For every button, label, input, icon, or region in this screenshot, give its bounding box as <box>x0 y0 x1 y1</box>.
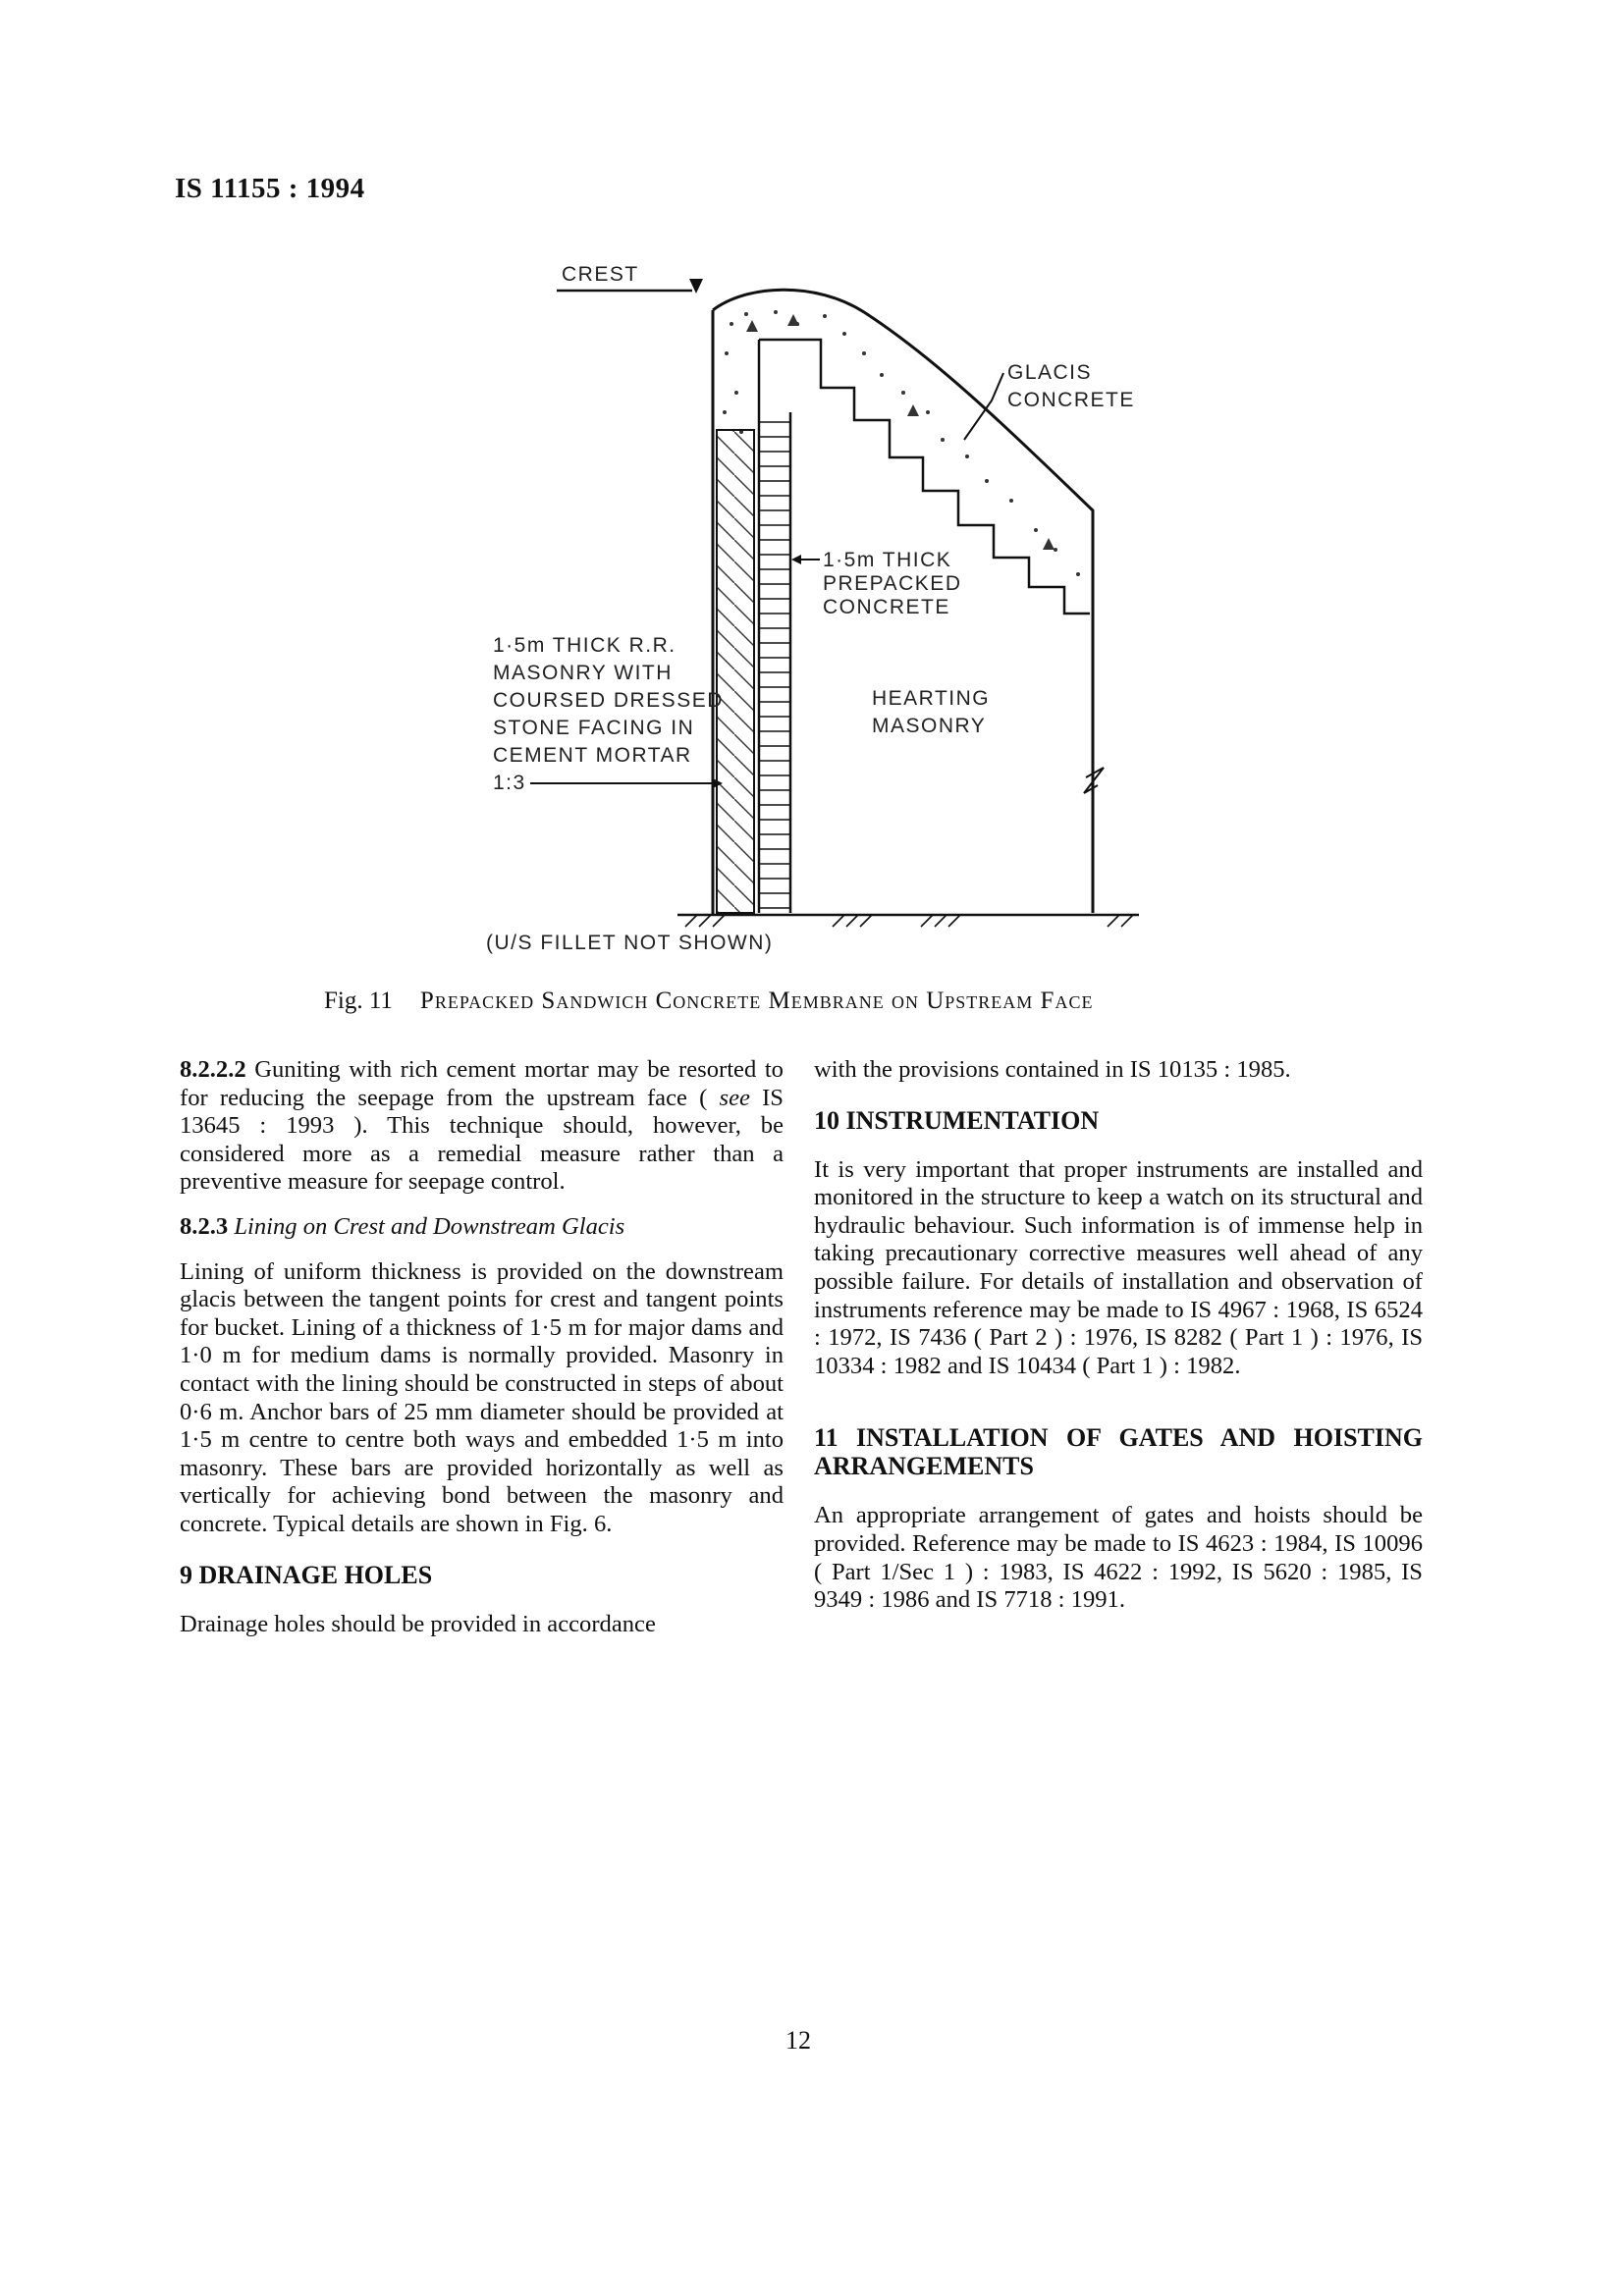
prepacked-concrete-strip <box>759 412 790 913</box>
masonry-label-line5: CEMENT MORTAR <box>493 744 692 767</box>
hearting-label-line2: MASONRY <box>872 715 987 737</box>
instrumentation-paragraph: It is very important that proper instruments are installed and monitored in the structure to keep a watch on its structural and hydraulic behaviour. Such information is of immense help in taking precautionary corrective measures well ahead of any possible failure. For details of installation and observation of instruments reference may be made to IS 4967 : 1968, IS 6524 : 1972, IS 7436 ( Part 2 ) : 1976, IS 8282 ( Part 1 ) : 1976, IS 10334 : 1982 and IS 10434 ( Part 1 ) : 1982. <box>814 1155 1423 1379</box>
clause-8-2-2-2 <box>180 1056 784 1197</box>
hearting-label-line1: HEARTING <box>872 687 991 710</box>
ground-hatch-marks <box>685 915 1133 927</box>
right-column <box>814 1056 1423 1631</box>
clause-8-2-3-heading <box>180 1213 784 1242</box>
prepacked-strip-rungs <box>759 422 790 908</box>
page-number: 12 <box>785 2026 811 2055</box>
masonry-label-line3: COURSED DRESSED <box>493 689 724 712</box>
prepacked-label-line3: CONCRETE <box>823 596 950 618</box>
section-9-heading: 9 DRAINAGE HOLES <box>180 1560 433 1589</box>
masonry-label-line1: 1·5m THICK R.R. <box>493 634 676 657</box>
prepacked-leader-arrow <box>791 555 801 564</box>
drainage-paragraph-continued: with the provisions contained in IS 10135 : 1985. <box>814 1056 1291 1083</box>
prepacked-label-line2: PREPACKED <box>823 572 962 595</box>
glacis-concrete-stipple <box>723 310 1080 576</box>
gates-paragraph: An appropriate arrangement of gates and hoists should be provided. Reference may be made to IS 4623 : 1984, IS 10096 ( Part 1/Sec 1 ) : 1983, IS 4622 : 1992, IS 5620 : 1985, IS 9349 : 1986 and IS 7718 : 1991. <box>814 1502 1423 1614</box>
dam-section-drawing <box>0 0 1623 954</box>
section-10-heading: 10 INSTRUMENTATION <box>814 1105 1100 1135</box>
fillet-note: (U/S FILLET NOT SHOWN) <box>486 932 774 954</box>
figure-title: Prepacked Sandwich Concrete Membrane on Upstream Face <box>419 988 1094 1014</box>
drainage-paragraph: Drainage holes should be provided in accordance <box>180 1610 656 1637</box>
glacis-label-line2: CONCRETE <box>1007 389 1135 411</box>
masonry-label-line6: 1:3 <box>493 772 526 794</box>
masonry-label-line4: STONE FACING IN <box>493 717 695 739</box>
clause-text: Guniting with rich cement mortar may be resorted to for reducing the seepage from the upstream face ( <box>180 1056 784 1111</box>
figure-number: Fig. 11 <box>324 988 393 1014</box>
prepacked-label-line1: 1·5m THICK <box>823 549 952 571</box>
masonry-facing-hatch <box>717 430 754 913</box>
clause-number: 8.2.2.2 <box>180 1056 246 1083</box>
masonry-label-line2: MASONRY WITH <box>493 662 673 684</box>
clause-text-continued: IS 13645 : 1993 ). This technique should, however, be considered more as a remedial measure rather than a preventive measure for seepage control. <box>180 1084 784 1196</box>
section-11-heading: 11 INSTALLATION OF GATES AND HOISTING ARRANGEMENTS <box>814 1423 1423 1481</box>
glacis-label-line1: GLACIS <box>1007 361 1093 384</box>
document-id-header: IS 11155 : 1994 <box>175 173 365 204</box>
left-column <box>180 1056 784 1655</box>
lining-paragraph: Lining of uniform thickness is provided on the downstream glacis between the tangent points for crest and tangent points for bucket. Lining of a thickness of 1·5 m for major dams and 1·0 m for medium dams is normally provided. Masonry in contact with the lining should be constructed in steps of about 0·6 m. Anchor bars of 25 mm diameter should be provided at 1·5 m centre to centre both ways and embedded 1·5 m into masonry. These bars are provided horizontally as well as vertically for achieving bond between the masonry and concrete. Typical details are shown in Fig. 6. <box>180 1257 784 1537</box>
clause-number: 8.2.3 <box>180 1212 229 1240</box>
dam-cross-section-figure <box>0 0 1623 954</box>
crest-label: CREST <box>562 263 639 286</box>
see-reference: see <box>719 1084 750 1111</box>
clause-title: Lining on Crest and Downstream Glacis <box>234 1212 625 1240</box>
figure-caption <box>324 988 1093 1015</box>
